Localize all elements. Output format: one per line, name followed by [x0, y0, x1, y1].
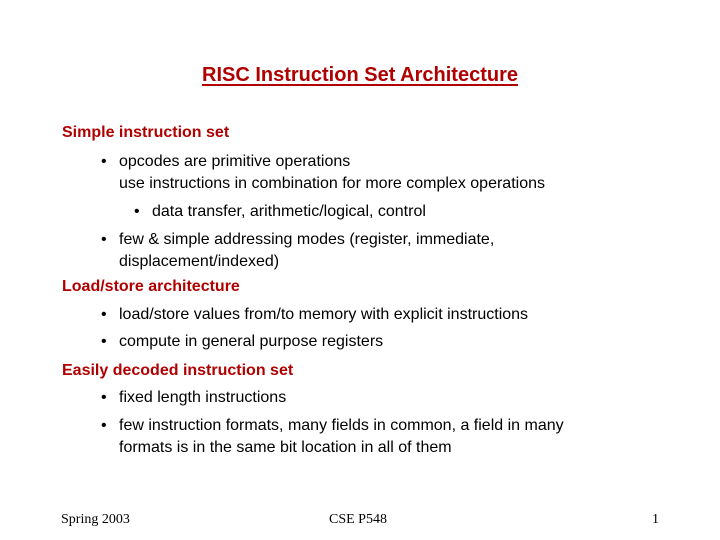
bullet-icon: • [101, 306, 107, 323]
section-heading-easily-decoded: Easily decoded instruction set [62, 362, 294, 379]
slide-title: RISC Instruction Set Architecture [202, 64, 518, 86]
bullet-load-store-values: • load/store values from/to memory with explicit instructions [119, 304, 528, 326]
bullet-instruction-formats: • few instruction formats, many fields in common, a field in many formats is in the same bit location in all of them [101, 417, 564, 456]
bullet-icon: • [101, 389, 107, 406]
bullet-addressing-modes: • few & simple addressing modes (register, immediate, displacement/indexed) [101, 231, 495, 270]
footer-date: Spring 2003 [61, 512, 130, 527]
bullet-opcodes: • opcodes are primitive operations use instructions in combination for more complex operations [101, 153, 545, 192]
footer-page-number: 1 [652, 512, 659, 527]
bullet-icon: • [101, 231, 107, 248]
bullet-icon: • [101, 153, 107, 170]
bullet-icon: • [134, 203, 140, 220]
section-heading-load-store: Load/store architecture [62, 278, 240, 295]
bullet-fixed-length: • fixed length instructions [119, 387, 286, 409]
bullet-compute-registers: • compute in general purpose registers [119, 331, 383, 353]
section-heading-simple-instruction-set: Simple instruction set [62, 124, 230, 141]
bullet-icon: • [101, 333, 107, 350]
footer-course: CSE P548 [329, 512, 387, 527]
bullet-data-transfer: • data transfer, arithmetic/logical, control [152, 201, 426, 223]
bullet-icon: • [101, 417, 107, 434]
